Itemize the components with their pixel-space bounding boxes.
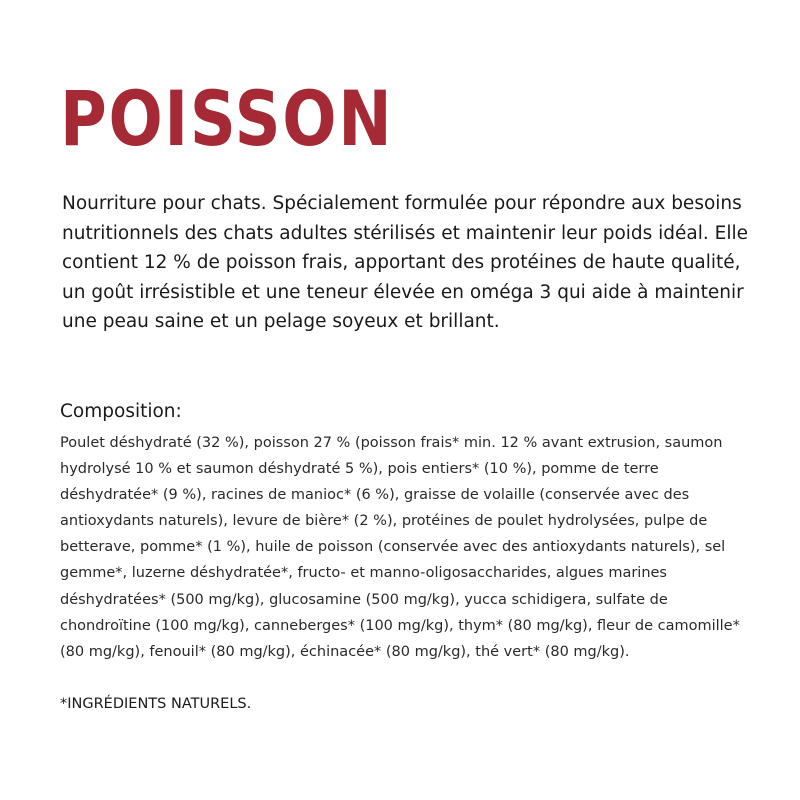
composition-heading: Composition: (60, 401, 182, 422)
product-description: Nourriture pour chats. Spécialement formulée pour répondre aux besoins nutritionnels des chats adultes stérilisés et maintenir leur poids idéal. Elle contient 12 % de poisson frais, apportant des protéines de haute qualité, un goût irrésistible et une teneur élevée en oméga 3 qui aide à maintenir une peau saine et un pelage soyeux et brillant. (62, 193, 749, 332)
page-title: POISSON (60, 74, 394, 163)
composition-ingredients: Poulet déshydraté (32 %), poisson 27 % (poisson frais* min. 12 % avant extrusion, saumon hydrolysé 10 % et saumon déshydraté 5 %), pois entiers* (10 %), pomme de terre déshydratée* (9 %), racines de manioc* (6 %), graisse de volaille (conservée avec des antioxydants naturels), levure de bière* (2 %), protéines de poulet hydrolysées, pulpe de betterave, pomme* (1 %), huile de poisson (conservée avec des antioxydants naturels), sel gemme*, luzerne déshydratée*, fructo- et manno-oligosaccharides, algues marines déshydratées* (500 mg/kg), glucosamine (500 mg/kg), yucca schidigera, sulfate de chondroïtine (100 mg/kg), canneberges* (100 mg/kg), thym* (80 mg/kg), fleur de camomille* (80 mg/kg), fenouil* (80 mg/kg), échinacée* (80 mg/kg), thé vert* (80 mg/kg). (60, 435, 740, 660)
natural-ingredients-footnote: *INGRÉDIENTS NATURELS. (60, 696, 252, 712)
